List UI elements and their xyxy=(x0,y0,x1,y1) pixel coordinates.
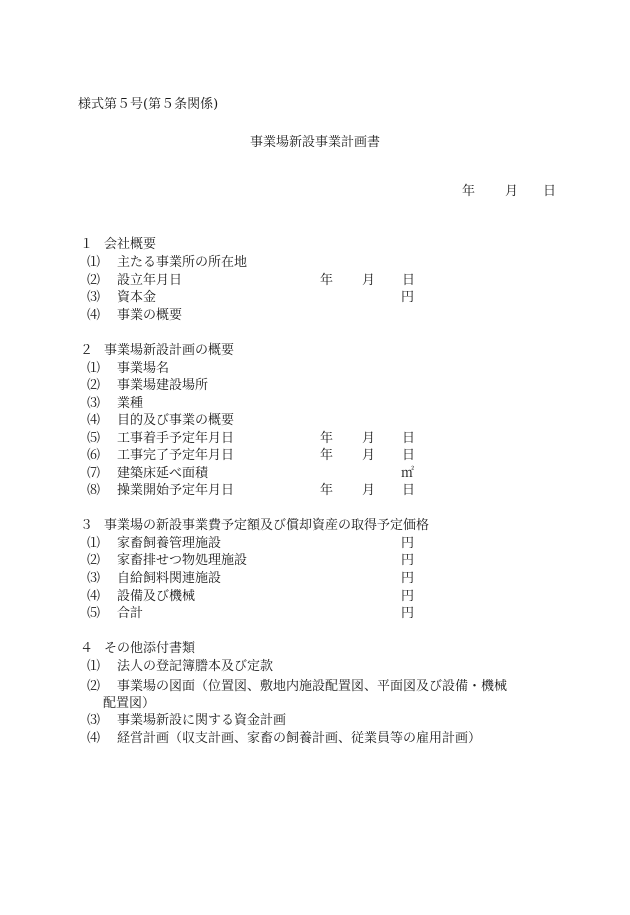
item-label: 資本金 xyxy=(117,290,157,305)
section-number: ２ xyxy=(80,343,94,358)
item-unit: 円 xyxy=(401,606,415,621)
item-day: 日 xyxy=(402,431,416,446)
item-label: 事業の概要 xyxy=(117,308,183,323)
item-label: 事業場名 xyxy=(117,361,170,376)
item-number: ⑷ xyxy=(87,589,101,604)
list-item xyxy=(0,448,630,464)
item-label: 事業場の図面（位置図、敷地内施設配置図、平面図及び設備・機械 xyxy=(117,679,508,694)
form-label-row xyxy=(0,97,630,113)
item-day: 日 xyxy=(402,448,416,463)
list-item xyxy=(0,255,630,271)
item-label-continuation: 配置図） xyxy=(103,696,156,711)
section-title: 事業場新設計画の概要 xyxy=(104,343,235,358)
item-label: 事業場建設場所 xyxy=(117,378,209,393)
item-number: ⑴ xyxy=(87,361,101,376)
item-number: ⑶ xyxy=(87,290,101,305)
section-title: 会社概要 xyxy=(104,237,157,252)
item-label: 設備及び機械 xyxy=(117,589,196,604)
item-unit: 円 xyxy=(401,536,415,551)
section-number: １ xyxy=(80,237,94,252)
item-month: 月 xyxy=(362,483,376,498)
item-number: ⑶ xyxy=(87,713,101,728)
list-item xyxy=(0,466,630,482)
item-month: 月 xyxy=(362,448,376,463)
item-label: 操業開始予定年月日 xyxy=(117,483,235,498)
item-label: 家畜飼養管理施設 xyxy=(117,536,222,551)
item-label: 工事完了予定年月日 xyxy=(117,448,235,463)
item-label: 法人の登記簿謄本及び定款 xyxy=(117,659,274,674)
list-item xyxy=(0,378,630,394)
section-heading xyxy=(0,641,630,657)
item-label: 目的及び事業の概要 xyxy=(117,413,235,428)
section-title: 事業場の新設事業費予定額及び償却資産の取得予定価格 xyxy=(104,518,430,533)
list-item xyxy=(0,713,630,729)
item-month: 月 xyxy=(362,273,376,288)
item-number: ⑷ xyxy=(87,308,101,323)
list-item xyxy=(0,308,630,324)
list-item xyxy=(0,536,630,552)
item-number: ⑺ xyxy=(87,466,101,481)
item-number: ⑶ xyxy=(87,571,101,586)
date-day: 日 xyxy=(543,184,557,199)
section-number: ４ xyxy=(80,641,94,656)
section-title: その他添付書類 xyxy=(104,641,196,656)
section-number: ３ xyxy=(80,518,94,533)
date-month: 月 xyxy=(505,184,519,199)
list-item xyxy=(0,589,630,605)
item-year: 年 xyxy=(320,431,334,446)
item-label: 業種 xyxy=(117,396,144,411)
date-row xyxy=(0,184,630,200)
item-label: 建築床延べ面積 xyxy=(117,466,209,481)
item-unit: 円 xyxy=(401,589,415,604)
list-item xyxy=(0,396,630,412)
item-number: ⑴ xyxy=(87,659,101,674)
item-number: ⑵ xyxy=(87,378,101,393)
section-heading xyxy=(0,237,630,253)
item-label: 経営計画（収支計画、家畜の飼養計画、従業員等の雇用計画） xyxy=(117,731,482,746)
list-item xyxy=(0,731,630,747)
item-number: ⑸ xyxy=(87,606,101,621)
form-label: 様式第５号(第５条関係) xyxy=(78,97,219,112)
section-heading xyxy=(0,343,630,359)
list-item xyxy=(0,431,630,447)
item-label: 工事着手予定年月日 xyxy=(117,431,235,446)
item-day: 日 xyxy=(402,273,416,288)
document-title: 事業場新設事業計画書 xyxy=(249,135,380,150)
item-number: ⑷ xyxy=(87,413,101,428)
item-number: ⑴ xyxy=(87,255,101,270)
item-year: 年 xyxy=(320,483,334,498)
item-unit: 円 xyxy=(401,553,415,568)
item-label: 自給飼料関連施設 xyxy=(117,571,222,586)
item-label: 事業場新設に関する資金計画 xyxy=(117,713,287,728)
item-unit: 円 xyxy=(401,290,415,305)
item-number: ⑷ xyxy=(87,731,101,746)
item-number: ⑸ xyxy=(87,431,101,446)
item-number: ⑴ xyxy=(87,536,101,551)
list-item xyxy=(0,483,630,499)
date-year: 年 xyxy=(462,184,476,199)
section-heading xyxy=(0,518,630,534)
item-label: 家畜排せつ物処理施設 xyxy=(117,553,248,568)
list-item xyxy=(0,571,630,587)
item-number: ⑹ xyxy=(87,448,101,463)
item-number: ⑻ xyxy=(87,483,101,498)
item-number: ⑵ xyxy=(87,553,101,568)
item-day: 日 xyxy=(402,483,416,498)
item-number: ⑶ xyxy=(87,396,101,411)
list-item xyxy=(0,659,630,675)
item-unit: 円 xyxy=(401,571,415,586)
list-item xyxy=(0,553,630,569)
list-item-continuation xyxy=(0,696,630,712)
list-item xyxy=(0,273,630,289)
item-year: 年 xyxy=(320,448,334,463)
list-item xyxy=(0,413,630,429)
item-number: ⑵ xyxy=(87,273,101,288)
item-year: 年 xyxy=(320,273,334,288)
item-month: 月 xyxy=(362,431,376,446)
item-number: ⑵ xyxy=(87,679,101,694)
list-item xyxy=(0,361,630,377)
list-item xyxy=(0,290,630,306)
item-unit: ㎡ xyxy=(401,466,415,481)
item-label: 設立年月日 xyxy=(117,273,183,288)
item-label: 主たる事業所の所在地 xyxy=(117,255,248,270)
list-item xyxy=(0,606,630,622)
title-row xyxy=(0,135,630,151)
list-item xyxy=(0,679,630,695)
item-label: 合計 xyxy=(117,606,144,621)
